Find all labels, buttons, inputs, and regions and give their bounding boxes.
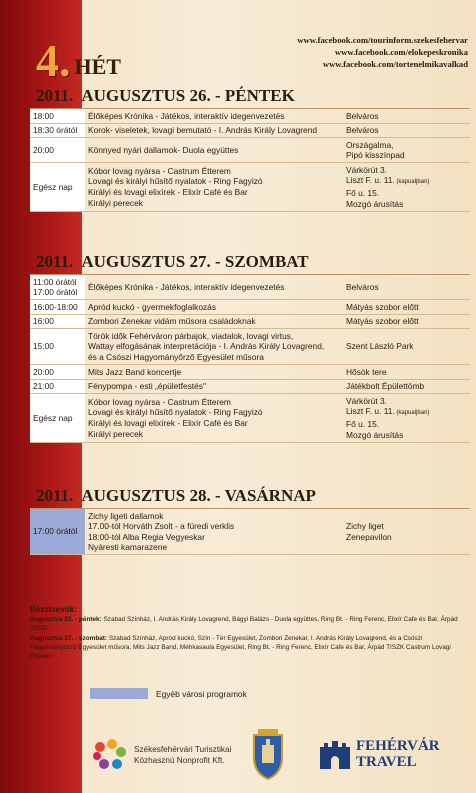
text-line: Zichy liget <box>346 521 384 532</box>
time-cell: 16:00 <box>30 314 85 329</box>
place-cell: Hősök tere <box>343 365 470 380</box>
text-line: 18:00-tól Alba Regia Vegyeskar <box>88 531 205 542</box>
place-cell <box>343 163 470 211</box>
participants-section <box>30 605 470 661</box>
text-line: Zichy ligeti dallamok <box>88 510 164 521</box>
text-line: Kóbor lovag nyársa - Castrum Étterem <box>88 165 231 176</box>
time-cell: 20:00 <box>30 138 85 163</box>
text-line: Lovagi és királyi hűsítő nyalatok - Ring Fagyizó <box>88 407 263 418</box>
day-year: 2011. <box>36 252 74 271</box>
text-line: Liszt F. u. 11. (kapualjban) <box>346 175 430 186</box>
fehervar-line1: FEHÉRVÁR <box>356 738 440 754</box>
time-cell: 17:00 órától <box>30 509 85 555</box>
day-date: AUGUSZTUS 27. - SZOMBAT <box>81 252 309 271</box>
text-line: és a Csószi Hagyományőrző Egyesület műsora <box>88 352 264 363</box>
day-heading-sunday <box>36 484 466 508</box>
event-cell <box>85 394 343 442</box>
fehervar-travel-logo <box>318 737 440 771</box>
tourinform-line2: Közhasznú Nonprofit Kft. <box>134 756 225 765</box>
day-year: 2011. <box>36 486 74 505</box>
text-line: Királyi perecek <box>88 428 143 439</box>
event-cell <box>85 329 343 365</box>
table-row <box>30 365 470 380</box>
event-cell: Könnyed nyári dallamok- Duola együttes <box>85 138 343 163</box>
time-cell: 21:00 <box>30 379 85 394</box>
week-word: HÉT <box>74 54 121 79</box>
participants-saturday-text: Szabad Színház, Apród kuckó, Szín - Tér Egyesület, Zombori Zenekar, I. András Király Lovagrend, és a Csószi Hagyományőrző Egyesület műsora, Mits Jazz Band, Méhkasaula Egyesület, Ring Bt. - Ring Ferenc, Elixír Cafe és Bar, Árpád TISZK Castrum Lovagi Étterem <box>30 634 451 661</box>
time-cell: 18:30 órától <box>30 123 85 138</box>
week-heading <box>36 34 121 84</box>
place-cell: Mátyás szobor előtt <box>343 314 470 329</box>
place-cell: Belváros <box>343 123 470 138</box>
place-cell <box>343 138 470 163</box>
legend-label: Egyéb városi programok <box>156 688 247 699</box>
facebook-link[interactable]: www.facebook.com/elokepeskronika <box>334 47 468 57</box>
text-line: Fő u. 15. <box>346 188 380 199</box>
tourinform-logo <box>90 737 231 773</box>
event-cell: Élőképes Krónika - Játékos, interaktív idegenvezetés <box>85 275 343 300</box>
text-line: Királyi és lovagi elixírek - Elixír Café és Bar <box>88 187 248 198</box>
table-row <box>30 163 470 211</box>
event-cell: Zombori Zenekar vidám műsora családoknak <box>85 314 343 329</box>
week-number: 4. <box>36 35 71 86</box>
text-line: 17:00 órától <box>33 287 78 298</box>
text-line: Pipó kisszínpad <box>346 150 405 161</box>
place-cell <box>343 394 470 442</box>
text-line: Zenepavilon <box>346 531 392 542</box>
coat-of-arms-icon <box>248 727 288 781</box>
facebook-link[interactable]: www.facebook.com/tortenelmikavalkad <box>322 59 468 69</box>
text-line: Fő u. 15. <box>346 419 380 430</box>
event-cell <box>85 509 343 555</box>
participants-saturday <box>30 634 470 662</box>
place-cell: Szent László Park <box>343 329 470 365</box>
tourinform-line1: Székesfehérvári Turisztikai <box>134 745 232 754</box>
participants-saturday-label: Augusztus 27. - szombat: <box>30 634 108 642</box>
place-cell <box>343 509 470 555</box>
text-line: Várkörút 3. <box>346 395 387 406</box>
event-cell: Élőképes Krónika - Játékos, interaktív idegenvezetés <box>85 109 343 123</box>
table-row <box>30 509 470 555</box>
text-line: Liszt F. u. 11. (kapualjban) <box>346 406 430 417</box>
event-cell: Korok- viseletek, lovagi bemutató - I. András Király Lovagrend <box>85 123 343 138</box>
participants-title: Résztvevők: <box>30 605 77 614</box>
event-cell: Mits Jazz Band koncertje <box>85 365 343 380</box>
schedule-table-sunday <box>30 509 470 555</box>
text-line: Kóbor lovag nyársa - Castrum Étterem <box>88 396 231 407</box>
sponsor-logos <box>90 727 470 783</box>
place-cell: Belváros <box>343 109 470 123</box>
text-line: Várkörút 3. <box>346 164 387 175</box>
place-cell: Belváros <box>343 275 470 300</box>
table-row <box>30 379 470 394</box>
table-row <box>30 123 470 138</box>
table-row <box>30 314 470 329</box>
day-heading-saturday <box>36 250 466 274</box>
tourinform-icon <box>90 737 130 773</box>
text-line: 11:00 órától <box>33 276 77 287</box>
day-date: AUGUSZTUS 28. - VASÁRNAP <box>81 486 316 505</box>
text-line: Királyi és lovagi elixírek - Elixír Café és Bar <box>88 418 248 429</box>
table-row <box>30 109 470 123</box>
text-line: Török idők Fehérváron párbajok, viadalok, lovagi virtus, <box>88 330 294 341</box>
text-line: Lovagi és királyi hűsítő nyalatok - Ring Fagyizó <box>88 176 263 187</box>
participants-friday-text: Szabad Színház, I. András Király Lovagrend, Bágyi Balázs - Duola együttes, Ring Bt. - Ring Ferenc, Elixír Cafe és Bar, Árpád TISZK <box>30 616 458 633</box>
castle-icon <box>318 737 352 771</box>
schedule-table-saturday <box>30 275 470 443</box>
fehervar-line2: TRAVEL <box>356 754 417 770</box>
time-cell: 18:00 <box>30 109 85 123</box>
participants-friday <box>30 615 470 633</box>
event-cell <box>85 163 343 211</box>
text-line: Országalma, <box>346 139 394 150</box>
event-cell: Fénypompa - esti „épületfestés" <box>85 379 343 394</box>
time-cell: 16:00-18:00 <box>30 300 85 315</box>
time-cell: Egész nap <box>30 163 85 211</box>
day-date: AUGUSZTUS 26. - PÉNTEK <box>81 86 295 105</box>
table-row <box>30 300 470 315</box>
text-line: 17.00-tól Horváth Zsolt - a füredi verklis <box>88 521 235 532</box>
legend <box>90 688 247 699</box>
day-year: 2011. <box>36 86 74 105</box>
time-cell: 20:00 <box>30 365 85 380</box>
place-cell: Játékbolt Épülettömb <box>343 379 470 394</box>
text-line: Wattay elfogásának interpretációja - I. András Király Lovagrend, <box>88 341 325 352</box>
table-row <box>30 394 470 442</box>
text-line: Mozgó árusítás <box>346 429 404 440</box>
time-cell: 15:00 <box>30 329 85 365</box>
text-line: Nyáresti kamarazene <box>88 542 168 553</box>
place-cell: Mátyás szobor előtt <box>343 300 470 315</box>
event-cell: Apród kuckó - gyermekfoglalkozás <box>85 300 343 315</box>
legend-swatch <box>90 688 148 699</box>
time-cell: Egész nap <box>30 394 85 442</box>
day-heading-friday <box>36 84 466 108</box>
table-row <box>30 329 470 365</box>
text-line: Királyi perecek <box>88 197 143 208</box>
facebook-link[interactable]: www.facebook.com/tourinform.szekesfehervar <box>297 35 468 45</box>
table-row <box>30 138 470 163</box>
table-row <box>30 275 470 300</box>
text-line: Mozgó árusítás <box>346 198 404 209</box>
facebook-links <box>297 34 468 70</box>
participants-friday-label: Augusztus 25. - péntek: <box>30 616 102 624</box>
schedule-table-friday <box>30 109 470 212</box>
time-cell <box>30 275 85 300</box>
